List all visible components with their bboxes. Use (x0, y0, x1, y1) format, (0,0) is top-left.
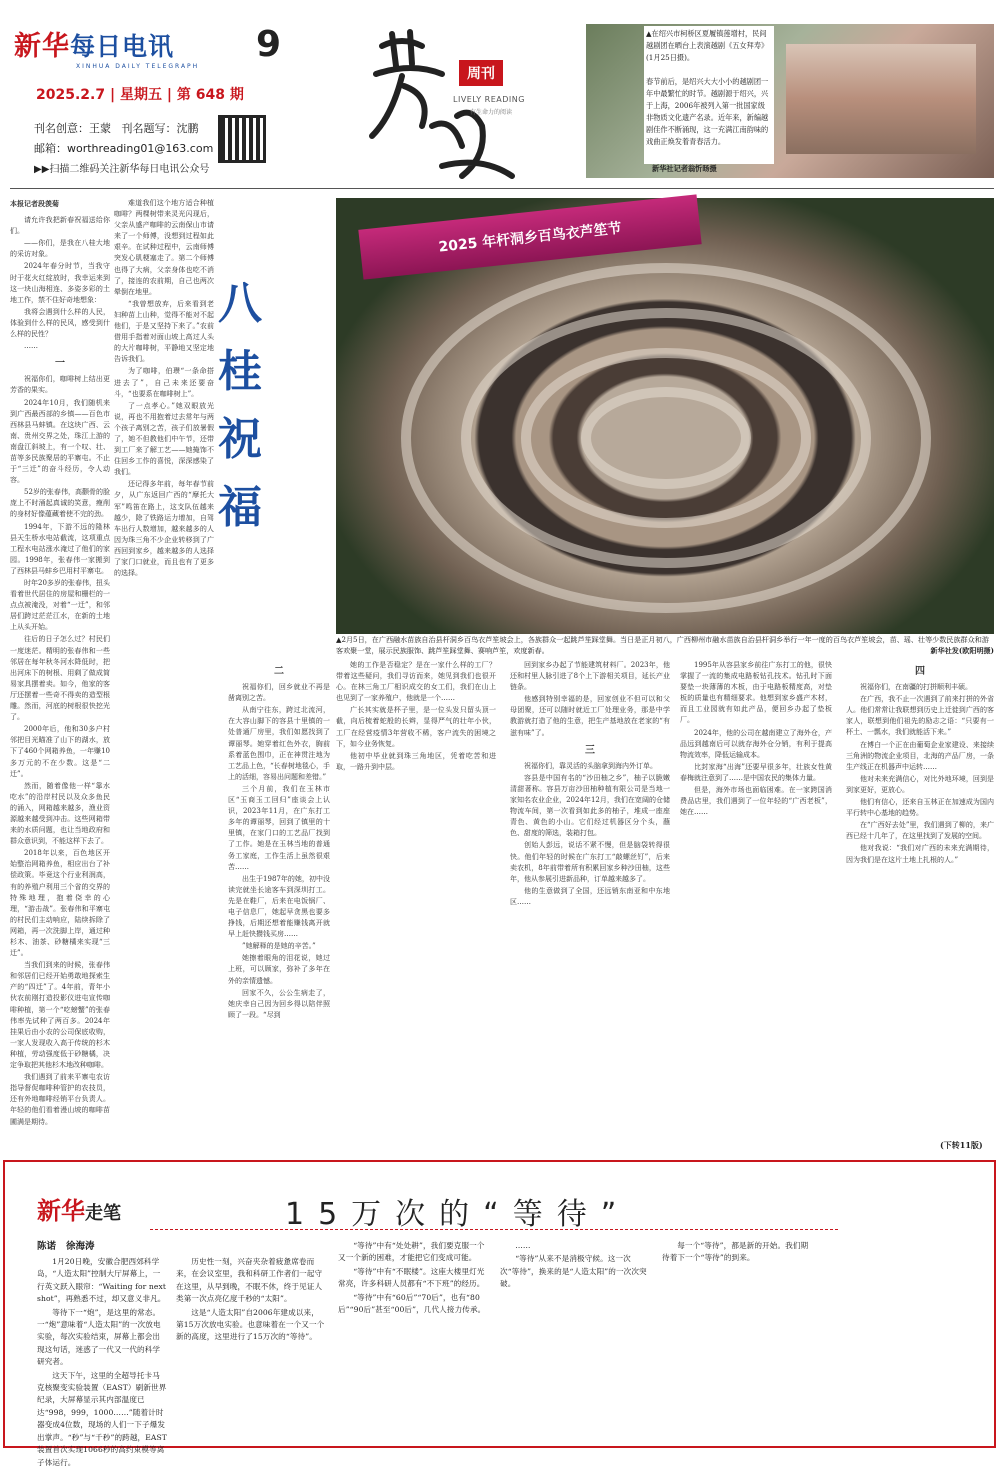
col1-p10: 当我们到来的时候，张春伟和邻居们已经开始勇敢地探索生产的“四迁”了。4年前，青年小伙农前刚打造投影仪进屯宣传咖啡种植，第一个“吃螃蟹”的张春伟率先试种了两百多。2024年挂果后由小农的公司保底收购，一家人发现收入高于传统的杉木种植，劳动强度低于砂糖橘，决定争取把其他杉木地改种咖啡。 (10, 961, 110, 1070)
essay-p2: 等待下一“炮”，是这里的常态。一“炮”意味着“人造太阳”的一次放电实验，每次实验结束，屏幕上都会出现这句话，迷惑了一代又一代的科学研究者。 (37, 1307, 161, 1367)
essay-p1: 1月20日晚，安徽合肥西郊科学岛，“人造太阳”控制大厅屏幕上，一行英文跃入眼帘：“Waiting for next shot”，再熟悉不过，却又意义非凡。 (37, 1257, 167, 1304)
email-address[interactable]: worthreading01@163.com (67, 142, 214, 155)
col1b-p1: 难道我们这个地方适合种植咖啡？两棵树带来灵光闪现后，父亲从盛产咖啡的云南保山市请来了一个师傅，没想到过程如此艰辛。在试种过程中，云南师傅突发心肌梗塞走了。第二个师傅也得了大病，父亲身体也吃不消了，接连的农前期，自己也两次晕倒在地里。 (114, 199, 214, 296)
essay-p6: “等待”中有“处处耕”，我们要克服一个又一个新的困难，才能把它们变成可能。 (338, 1241, 485, 1263)
continue-note: (下转11版) (940, 1140, 983, 1150)
title-char-1: 八 (218, 278, 262, 329)
col1-p9: 2018年以来，百色地区开始整治网箱养鱼，相应出台了补偿政策。毕竟这个行业利润高，有的养殖户利用三个省的交界的特殊地理，抱着侥幸的心理，“游击战”。张春伟和平寨屯的村民们主动响应，陆续拆除了网箱，再一次洗脚上岸，通过种杉木、油茶、砂糖橘来实现“三迁”。 (10, 849, 110, 958)
intro-p2: ——你们，是我在八桂大地的采访对象。 (10, 239, 110, 259)
essay-author-2: 徐海涛 (65, 1241, 95, 1252)
essay-author-1: 陈诺 (37, 1241, 57, 1252)
col2-p1: 祝福你们，回乡就业不再是凿离别之苦。 (228, 683, 330, 703)
col2-p4: 出生于1987年的她，初中没读完就坐长途客车到深圳打工。先是在鞋厂，后来在电饭锅厂、电子信息厂，她起早贪黑也要多挣钱，后期还想着能赚钱离开就早上赶快攒钱买房…… (228, 874, 330, 939)
col1-p7: 2000年后，他和30多户村邻把目光瞄准了山下的湖水，放下了460个网箱养鱼，一年赚10多万元的不在少数。这是“二迁”。 (10, 725, 110, 778)
main-caption-text: ▲2月5日，在广西融水苗族自治县杆洞乡百鸟衣芦笙坡会上，各族群众一起跳芦笙踩堂舞。当日是正月初八，广西柳州市融水苗族自治县杆洞乡举行一年一度的百鸟衣芦笙坡会，苗、瑶、壮等少数民族群众和游客欢聚一堂，展示民族服饰、跳芦笙踩堂舞、赛响芦笙，欢度新春。 (336, 635, 989, 655)
page-number: 9 (256, 24, 282, 65)
col6-p5: 他们有信心，还来自玉林正在加速成为国内平行转中心基地的趋势。 (846, 798, 994, 818)
brand-blue: 每日电讯 (70, 32, 175, 61)
stage-performers (786, 44, 976, 154)
festival-banner: 2025 年杆洞乡百鸟衣芦笙节 (358, 194, 701, 279)
col4-p5: 创始人彭远，说话不紧不慢，但是脑袋转得很快。他们年轻的时候在广东打工“敲螺丝钉”，后来卖农机，8年前带着所有积累回家乡种沙田柚，这些年，他从参展引进新品种，订单越来越多了。 (510, 841, 670, 883)
col1b-p2: “我曾想放弃，后来看到老妇种苗上山种，觉得不能对不起他们，于是又坚持下来了。”农前借用手指着对面山坡上高过人头的大片咖啡树，平静地又坚定地告诉我们。 (114, 299, 214, 364)
col1-p3: 52岁的张春伟，高颧骨的脸庞上不时涌起真诚的笑意，瘦削的身材好像蕴藏着使不完的劲。 (10, 488, 110, 519)
col1-p11: 我们遇到了前来平寨屯农访指导督促咖啡种管护的农技员，还有外地咖啡经销平台负责人。年轻的他们看着漫山坡的咖啡苗圃满是期待。 (10, 1073, 110, 1126)
qr-code-icon[interactable] (218, 115, 266, 163)
intro-p5: …… (24, 342, 38, 351)
intro-p1: 请允许我把新春祝福送给你们。 (10, 216, 110, 236)
column-red: 新华 (37, 1196, 85, 1225)
section-number-2: 二 (274, 666, 284, 677)
section-calligraphy-caodi (362, 26, 562, 186)
article-column-3 (336, 660, 496, 1146)
issue-date: 2025.2.7 (36, 87, 106, 103)
col1b-p3: 为了咖啡，伯瓒“一条命搭进去了”，自己未来还要奋斗，“也要系在咖啡树上”。 (114, 367, 214, 398)
brand-red: 新华 (14, 31, 70, 62)
col5-p1: 1995年从容县家乡前往广东打工的他，很快掌握了一流的集成电路板钻孔技术。钻孔时下面要垫一块薄薄的木板，由于电路板精度高，对垫板的质量也有精细要求。他想到家乡盛产木材，而且工业园就有如此产品，便回乡办起了垫板厂。 (680, 661, 832, 725)
col2-p2: 从南宁往东，跨过北流河，在大容山脚下的容县十里镇的一处普通厂房里，我们如愿找到了谭丽琴。她穿着红色外衣，胸前系着蓝色围巾，正在神贯注地为工艺品上色，“长春树地毯心，手上的活细，容易出问题和差错。” (228, 706, 330, 781)
title-char-4: 福 (218, 482, 262, 533)
col6-p4: 他对未来充满信心，对比外地环境，回到是到家更好，更放心。 (846, 774, 994, 794)
intro-p3: 2024年春分时节，当我守时于花火红绽放时，我幸运来到这一块山海相连、多姿多彩的土地工作，禁不住好奇地想象： (10, 262, 110, 304)
col4-p2: 他感到特别幸福的是，回家创业不但可以和父母团聚，还可以随时就近工厂处理业务，那是中学教游就打造了他的生意，把生产基地放在老家的“有滋有味”了。 (510, 695, 670, 737)
essay-column-6 (822, 1190, 990, 1442)
col6-p2: 在广西，我不止一次遇到了前来打拼的外省人。他们常常让我联想到历史上迁徙到广西的客家人，联想到他们祖先的励志之语：“只要有一杯土、一瓢水，我们就能活下来。” (846, 695, 994, 737)
col1b-p5: 还记得多年前，每年春节前夕，从广东返回广西的“摩托大军”鸣笛在路上，这支队伍越来越少，除了铁路运力增加，自驾车出行人数增加，越来越多的人因为珠三角不少企业转移到了广西回到家乡，越来越多的人选择了家门口就业，而且也有了更多的选择。 (114, 480, 214, 578)
essay-p3: 这天下午，这里的全超导托卡马克核聚变实验装置（EAST）刷新世界纪录，大屏幕显示其内部温度已达“998，999，1000……”随着计时器变成4位数，现场的人们一下子爆发出掌声。“秒”与“千秒”的跨越，EAST装置首次实现1066秒的高约束模等离子体运行。 (37, 1370, 167, 1467)
title-char-2: 桂 (218, 346, 262, 397)
col1-p5: 时年20多岁的张春伟，扭头看着世代居住的房屋和栅栏的一点点被淹没，对着“一迁”，和邻居们跨过茫茫江水，在新的土地上从头开始。 (10, 579, 110, 632)
scan-note: ▶▶扫描二维码关注新华每日电讯公众号 (34, 164, 210, 175)
col4-p6: 他的生意做到了全国，还远销东南亚和中东地区…… (510, 886, 670, 906)
article-column-5 (680, 660, 832, 1146)
col1-p2: 2024年10月，我们随机来到广西最西部的乡镇——百色市西林县马蚌镇。在这块广西、云南、贵州交界之处，珠江上游的南盘江斜坡上，有一个叹、壮、苗等多民族聚居的平寨屯。不止于“三迁”的奋斗经历，令人动容。 (10, 398, 110, 485)
title-credits (34, 120, 199, 136)
credit-name-1: 王蒙 (89, 122, 111, 135)
col3-p1: 她的工作是否稳定？是在一家什么样的工厂？带着这些疑问，我们寻访而来，她见到我们也很开心。在林三角工厂相识成交的女工们，我们在山上也见到了一家养殖户，他就是一个…… (336, 661, 496, 703)
essay-column-5 (662, 1240, 812, 1442)
col1-p1: 祝福你们，咖啡树上结出更芳香的果实。 (10, 375, 110, 395)
col2-p7: 回家不久，公公生病走了，她庆幸自己因为回乡得以陪伴照顾了一段。“尽到 (228, 988, 330, 1019)
title-underline (150, 1226, 838, 1230)
title-char-3: 祝 (218, 414, 262, 465)
main-photo-credit: 新华社发(欧阳明摄) (930, 646, 994, 655)
brand-subtitle: XINHUA DAILY TELEGRAPH (76, 63, 200, 70)
article-column-2 (228, 660, 330, 1146)
article-column-1b (114, 198, 214, 1146)
col4-p3: 祝福你们，靠灵活的头脑拿到海内外订单。 (524, 761, 657, 770)
zhoukan-badge: 周刊 (459, 60, 503, 86)
col1-p8: 然而，随着像他一样“靠水吃水”的沿岸村民以及众多鱼民的涌入，网箱越来越多，渔业资源越来越受到冲击。这些网箱带来的水质问题，也让当地政府和群众意识到，不能这样下去了。 (10, 781, 110, 846)
article-column-6 (846, 660, 994, 1146)
section-number-1: 一 (55, 358, 65, 370)
col2-p6: 她擦着眼角的泪花说，她过上班，可以顾家，弥补了多年在外的亲情遗憾。 (228, 954, 330, 985)
essay-p9: …… (515, 1241, 531, 1250)
col6-p3: 在博白一个正在由葡萄企业家建设、来接续三角洲的物流企业项目，北海的产品厂房，一条生产线正在机器声中运转…… (846, 740, 994, 771)
essay-column-2 (176, 1256, 326, 1442)
credit-name-2: 沈鹏 (176, 122, 199, 135)
essay-column-1 (37, 1256, 167, 1467)
col1b-p4: 了一点孝心。”她双眼放光说，再也不用抱着过去常年与两个孩子离别之苦，孩子们放暑假了，她不但教他们中午节，还带到工厂来了解工艺——她掩饰不住回乡工作的喜悦，深深感染了我们。 (114, 401, 214, 477)
lively-reading-sub: 有生命力的阅读 (470, 109, 513, 116)
issue-date-bar: 2025.2.7 | 星期五 | 第 648 期 (36, 87, 244, 103)
main-photo-caption (336, 634, 994, 656)
essay-p10: “等待”从来不是消极守候。这一次次“等待”，换来的是“人造太阳”的一次次突破。 (500, 1254, 647, 1289)
feature-title (210, 270, 270, 542)
col4-p1: 回到家乡办起了节能建筑材料厂。2023年，他还和村里人脉引进了8个上下游相关项目，延长产业链条。 (510, 661, 670, 692)
essay-p5: 这是“人造太阳”自2006年建成以来，第15万次放电实验。也意味着在一个又一个新的高度，这里进行了15万次的“等待”。 (176, 1307, 325, 1342)
col5-p2: 2024年，他的公司在越南建立了海外仓，产品远到越南后可以就存海外仓分销，有利于提高物流效率，降低运输成本。 (680, 728, 832, 759)
col6-p1: 祝福你们，在南疆的打拼顺利丰硕。 (860, 683, 972, 692)
masthead-logo (14, 24, 199, 70)
email-label: 邮箱： (34, 142, 67, 155)
article-column-1 (10, 198, 110, 1146)
top-photo-caption: ▲在绍兴市柯桥区夏履镇莲增村，民间越剧团在晒台上表演越剧《五女拜寿》(1月25日摄)。 春节前后，是绍兴大大小小的越剧团一年中最繁忙的时节。越剧源于绍兴，兴于上海，2006年被列入第一批国家级非物质文化遗产名录。近年来，新编越剧佳作不断涌现，这一充满江南韵味的戏曲正焕发着青春活力。 (644, 26, 774, 164)
issue-weekday: 星期五 (119, 87, 162, 103)
col6-p7: 他对我说：“我们对广西的未来充满期待，因为我们是在这片土地上扎根的人。” (846, 844, 994, 864)
email-line (34, 140, 213, 156)
lively-reading-label: LIVELY READING (453, 95, 525, 104)
col2-p5: ”她解释的是她的辛苦。” (242, 942, 316, 951)
credit-label-2: 刊名题写： (121, 122, 177, 135)
article-column-4 (510, 660, 670, 1146)
essay-column-3 (338, 1240, 488, 1442)
essay-column-logo (37, 1191, 121, 1226)
section-number-3: 三 (585, 744, 595, 756)
col6-p6: 在“广西好去处”里，我们遇到了柳的，来广西已经十几年了，在这里找到了发展的空间。 (846, 821, 994, 841)
essay-column-4 (500, 1240, 650, 1442)
essay-p8: “等待”中有“60后”“70后”，也有“80后”“90后”甚至“00后”，几代人接力传承。 (338, 1292, 486, 1315)
issue-number: 第 648 期 (176, 87, 244, 103)
reporter-line: 本报记者段羡菊 (10, 199, 59, 208)
essay-p7: “等待”中有“不眠楼”。这座大楼里灯光常亮，许多科研人员都有“不下班”的经历。 (338, 1266, 485, 1289)
col2-p3: 三个月前，我们在玉林市区“玉商玉工回归”座谈会上认识，2023年11月，在广东打工多年的谭丽琴，回到了镇里的十里镇，在家门口的工艺品厂找到了工作。她是在玉林当地的普通务工家庭，工作生活上虽然很艰苦…… (228, 784, 330, 871)
column-black: 走笔 (85, 1203, 121, 1224)
top-photo-credit: 新华社记者翁忻旸摄 (652, 164, 717, 173)
col4-p4: 容县是中国有名的“沙田柚之乡”，柚子以脆嫩清甜著称。容县万亩沙田柚种植有限公司是当地一家知名农业企业，2024年12月，我们在宽阔的仓储物流车间，第一次看到如此多的柚子，堆成一座座青色、黄色的小山。它们经过机器区分个头，蘸色、甜度的筛选，装箱打包。 (510, 773, 670, 838)
col5-p3: 比封家海“出海”还要早很多年，壮族女性黄春梅就注意到了……是中国农民的集体力量。 (680, 762, 832, 782)
col1-p6: 往后的日子怎么过？村民们一度迷茫。精明的张春伟和一些邻居在每年秋冬河水降低时，把出河床下的树根、用剩了做成简易家具摆着卖。如今，他家的客厅还摆着一些奇不得卖的造型根雕。然而，河底的树根很快挖光了。 (10, 635, 110, 722)
col5-p4: 但是，海外市场也面临困难。在一家跨国消费品店里，我们遇到了一位年轻的“广西老板”，她在…… (680, 786, 832, 817)
essay-byline (37, 1238, 94, 1252)
credit-label-1: 刊名创意： (34, 122, 89, 135)
col3-p2: 广长其实就是杯子里，是一位头发只留头顶一截，向后梳着蛇般的长辫，显得严气的壮年小伙，工厂在经营疫情3年营收不稀，客户流失的困境之下，如今业务恢复。 (336, 706, 496, 748)
intro-p4: 我将会遇到什么样的人民，体验到什么样的民风，感受到什么样的民性？ (10, 307, 110, 339)
section-number-4: 四 (915, 666, 925, 677)
col3-p3: 他初中毕业就到珠三角地区，凭着吃苦和进取，一路升到中层。 (336, 751, 496, 771)
essay-p11: 每一个“等待”，都是新的开始。我们期待着下一个“等待”的到来。 (662, 1241, 809, 1263)
essay-p4: 历史性一刻，兴奋夹杂着疲惫席卷而来，在会议室里，我和科研工作者们一起守在这里，从早到晚，不眠不休，终于见证人类第一次点亮亿度千秒的“太阳”。 (176, 1257, 323, 1304)
col1-p4: 1994年，下游不远的隆林县天生桥水电站截流，这项重点工程水电站涨水淹过了他们的家园。1998年，张春伟一家搬到了西林县马蚌乡巴用村平寨屯。 (10, 522, 110, 575)
essay-title: 15万次的“等待” (285, 1197, 631, 1232)
